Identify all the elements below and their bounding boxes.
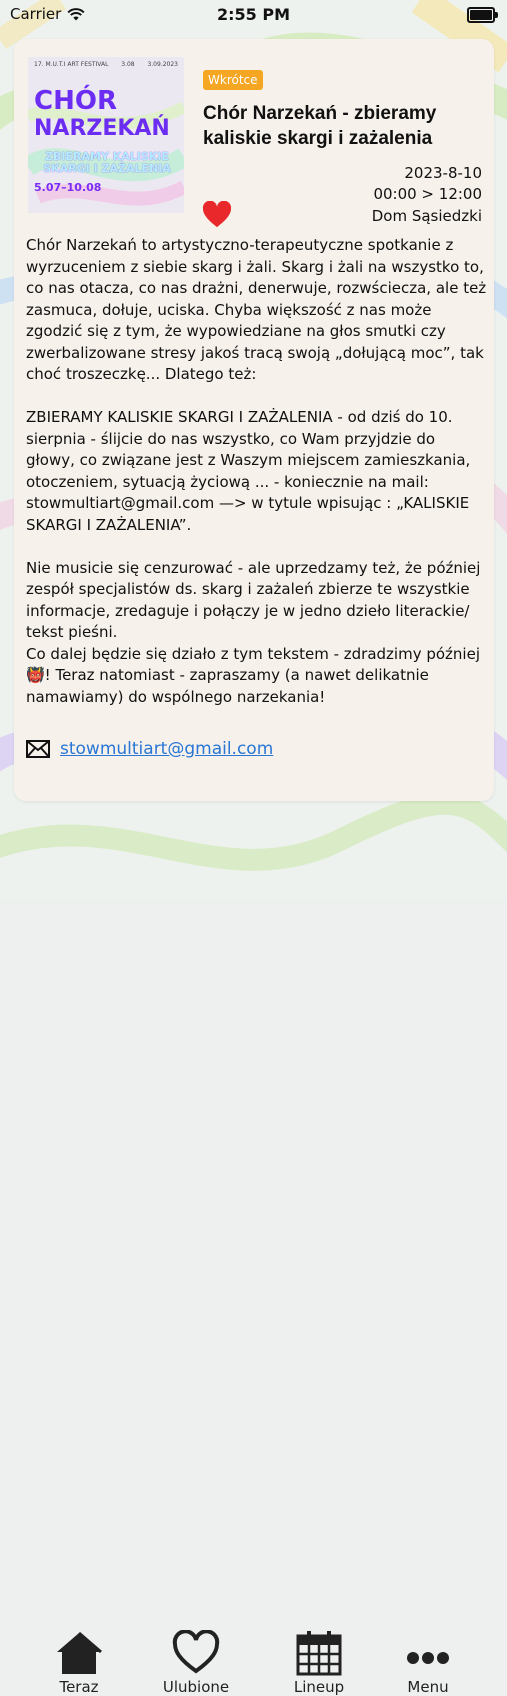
- poster-header: [34, 61, 178, 68]
- description-paragraph: ZBIERAMY KALISKIE SKARGI I ZAŻALENIA - od dziś do 10. sierpnia - ślijcie do nas wszystko, co Wam przyjdzie do głowy, co związane jest z Waszym miejscem zamieszkania, otoczeniem, sytuacją życiową ... - koniecznie na mail: stowmultiart@gmail.com —> w tytule wpisując : „KALISKIE SKARGI I ZAŻALENIA”.: [26, 408, 471, 534]
- poster-title: [34, 87, 170, 143]
- description-paragraph: Nie musicie się cenzurować - ale uprzedzamy też, że później zespół specjalistów ds. skarg i zażaleń zbierze te wszystkie informacje, zredaguje i połączy je w jedno dzieło literackie/ tekst pieśni. Co dalej będzie się działo z tym tekstem - zdradzimy później 👹! Teraz natomiast - zapraszamy (a nawet delikatnie namawiamy) do wspólnego narzekania!: [26, 558, 481, 706]
- envelope-icon: [26, 740, 50, 758]
- more-icon: [403, 1630, 453, 1676]
- poster-header-mid: 3.08: [121, 61, 135, 68]
- event-time: 00:00 > 12:00: [373, 185, 482, 203]
- status-time: 2:55 PM: [216, 5, 290, 24]
- event-poster: [28, 57, 184, 213]
- tab-label: Lineup: [293, 1678, 345, 1696]
- poster-title-line1: CHÓR: [34, 86, 117, 116]
- battery-icon: [467, 7, 495, 23]
- event-date: 2023-8-10: [404, 164, 482, 182]
- event-card: [14, 39, 494, 801]
- heart-icon: [171, 1630, 221, 1676]
- tab-teraz[interactable]: [29, 1630, 129, 1696]
- tab-lineup[interactable]: [269, 1630, 369, 1696]
- home-icon: [54, 1630, 104, 1676]
- tab-label: Teraz: [59, 1678, 99, 1696]
- event-description: [26, 235, 488, 708]
- email-row: [26, 739, 273, 759]
- tab-label: Menu: [407, 1678, 449, 1696]
- description-paragraph: Chór Narzekań to artystyczno-terapeutyczne spotkanie z wyrzuceniem z siebie skarg i żali. Skarg i żali na wszystko to, co nas otacza, co nas drażni, denerwuje, rozwścieczа, ale też zasmuca, dołuje, uciska. Chyba większość z nas może zgodzić się z tym, że wypowiedziane na głos smutki czy zwerbalizowane stresy jakoś tracą swoją „dołującą moc”, tak choć troszeczkę... Dlatego też:: [26, 236, 487, 383]
- email-link[interactable]: stowmultiart@gmail.com: [60, 739, 274, 759]
- tab-bar: [0, 800, 507, 1696]
- poster-dates: 5.07–10.08: [34, 181, 102, 194]
- poster-title-line2: NARZEKAŃ: [34, 116, 170, 141]
- event-title: Chór Narzekań - zbieramy kaliskie skargi i zażalenia: [203, 103, 437, 149]
- status-badge: Wkrótce: [203, 70, 263, 90]
- status-bar: [0, 0, 507, 30]
- tab-ulubione[interactable]: [146, 1630, 246, 1696]
- carrier-label: Carrier: [10, 5, 62, 23]
- poster-subtitle: ZBIERAMY KALISKIE SKARGI I ZAŻALENIA: [43, 150, 171, 175]
- favorite-heart-icon[interactable]: [202, 201, 232, 229]
- poster-header-right: 3.09.2023: [147, 61, 178, 68]
- tab-menu[interactable]: [378, 1630, 478, 1696]
- calendar-icon: [294, 1630, 344, 1676]
- poster-header-left: 17. M.U.T.I ART FESTIVAL: [34, 61, 109, 68]
- event-location: Dom Sąsiedzki: [371, 207, 482, 225]
- tab-label: Ulubione: [162, 1678, 230, 1696]
